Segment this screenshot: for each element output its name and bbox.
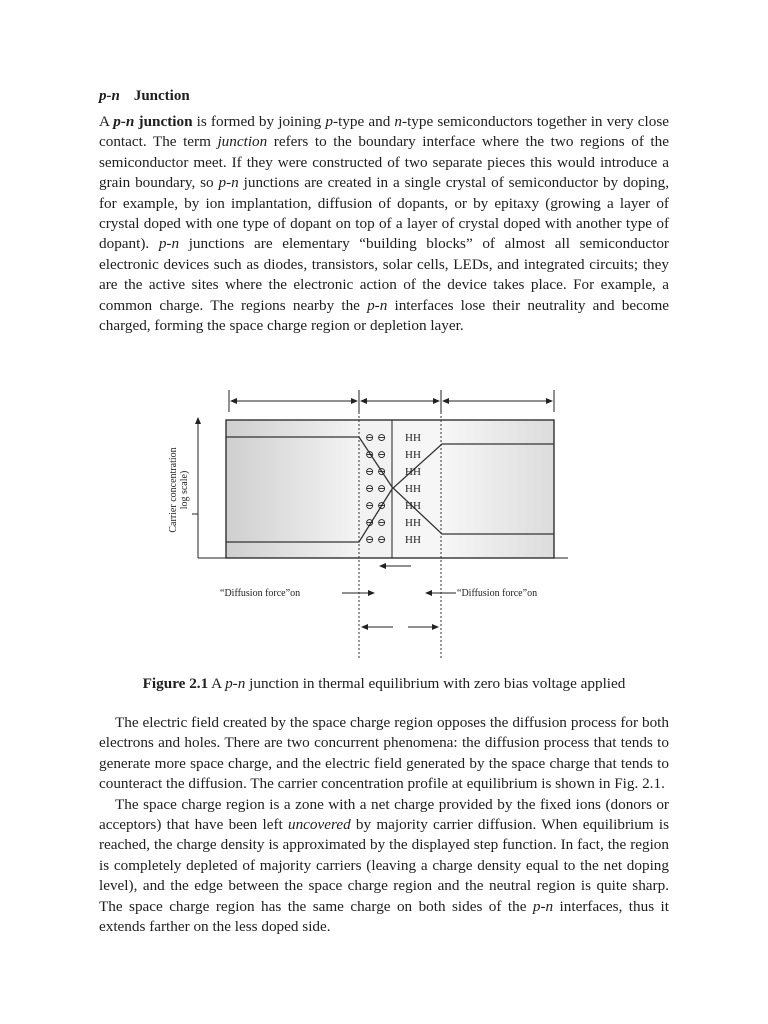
heading-word: Junction: [133, 88, 190, 104]
hole-row: HH: [405, 466, 421, 478]
text-span: -type semiconductors together in very close contact. The term: [99, 113, 669, 151]
term-pn: p-n: [113, 113, 135, 130]
italic-uncovered: uncovered: [287, 816, 351, 834]
text-span: is formed by joining: [192, 113, 326, 130]
negative-ion-row: ⊖ ⊖: [365, 517, 387, 529]
text-span: by majority carrier diffusion. When equilibrium is reached, the charge density is approximated by the displayed step function. In fact, the region is completely depleted of majority carriers (leaving a charge density equal to the net doping level), and the edge between the space charge region and the neutral region is quite sharp. The space charge region has the same charge on both sides of the: [99, 816, 670, 915]
text-span: interfaces, thus it extends farther on the less doped side.: [99, 897, 669, 936]
y-axis-label-line1: Carrier concentration: [168, 447, 179, 533]
figure-caption: [99, 674, 669, 694]
text-span: -type and: [333, 113, 395, 130]
section-text: [99, 86, 669, 336]
hole-row: HH: [405, 534, 421, 546]
paragraph-1: [99, 112, 669, 336]
width-arrows: [229, 390, 554, 412]
section-text-continued: [99, 713, 669, 937]
negative-ion-row: ⊖ ⊖: [365, 449, 387, 461]
hole-row: HH: [405, 500, 421, 512]
text-span: The space charge region is a zone with a net charge provided by the fixed ions (donors or acceptors) that have been left: [99, 795, 669, 834]
n-region: [442, 420, 554, 558]
diffusion-label-left: “Diffusion force”on: [220, 588, 301, 599]
italic-p: p: [325, 113, 334, 130]
text-span: refers to the boundary interface where the two regions of the semiconductor meet. If they were constructed of two separate pieces this would introduce a grain boundary, so: [99, 133, 669, 192]
section-heading: [99, 86, 669, 106]
negative-ion-row: ⊖ ⊖: [365, 500, 387, 512]
hole-row: HH: [405, 483, 421, 495]
hole-row: HH: [405, 449, 421, 461]
heading-pn: p-n: [99, 88, 120, 104]
text-span: A: [99, 113, 114, 130]
italic-junction: junction: [217, 133, 268, 151]
italic-pn: p-n: [367, 296, 388, 314]
pn-junction-figure: [160, 382, 580, 662]
text-span: interfaces lose their neutrality and become charged, forming the space charge region or depletion layer.: [99, 296, 670, 335]
negative-ion-row: ⊖ ⊖: [365, 534, 387, 546]
term-junction: junction: [134, 113, 193, 130]
text-span: junctions are elementary “building blocks” of almost all semiconductor electronic devices such as diodes, transistors, solar cells, LEDs, and integrated circuits; they are the active sites where the electronic action of the device takes place. For example, a common charge. The regions nearby the: [99, 235, 669, 314]
paragraph-2: The electric field created by the space charge region opposes the diffusion process for both electrons and holes. There are two concurrent phenomena: the diffusion process that tends to generate more space charge, and the electric field generated by the space charge that tends to counteract the diffusion. The carrier concentration profile at equilibrium is shown in Fig. 2.1.: [99, 714, 669, 793]
hole-row: HH: [405, 432, 421, 444]
negative-ion-row: ⊖ ⊖: [365, 432, 387, 444]
y-axis-label-line2: log scale): [179, 470, 190, 510]
p-region: [226, 420, 359, 558]
hole-row: HH: [405, 517, 421, 529]
negative-ion-row: ⊖ ⊖: [365, 466, 387, 478]
italic-n: n: [394, 113, 403, 130]
paragraph-3: [99, 795, 669, 938]
italic-pn: p-n: [532, 897, 554, 915]
italic-pn: p-n: [158, 235, 180, 253]
negative-ions: [365, 432, 386, 546]
caption-text: A: [208, 675, 226, 692]
caption-pn: p-n: [225, 675, 246, 692]
negative-ion-row: ⊖ ⊖: [365, 483, 387, 495]
y-axis-label: [168, 447, 190, 532]
text-span: junctions are created in a single crystal of semiconductor by doping, for example, by ion implantation, diffusion of dopants, or by epitaxy (growing a layer of crystal doped with one type of dopant on top of a layer of crystal doped with another type of dopant).: [99, 174, 669, 253]
caption-label: Figure 2.1: [142, 675, 209, 692]
italic-pn: p-n: [218, 174, 239, 192]
diffusion-label-right: “Diffusion force”on: [457, 588, 538, 599]
hole-markers: [405, 432, 421, 546]
caption-text: junction in thermal equilibrium with zero bias voltage applied: [245, 675, 626, 692]
